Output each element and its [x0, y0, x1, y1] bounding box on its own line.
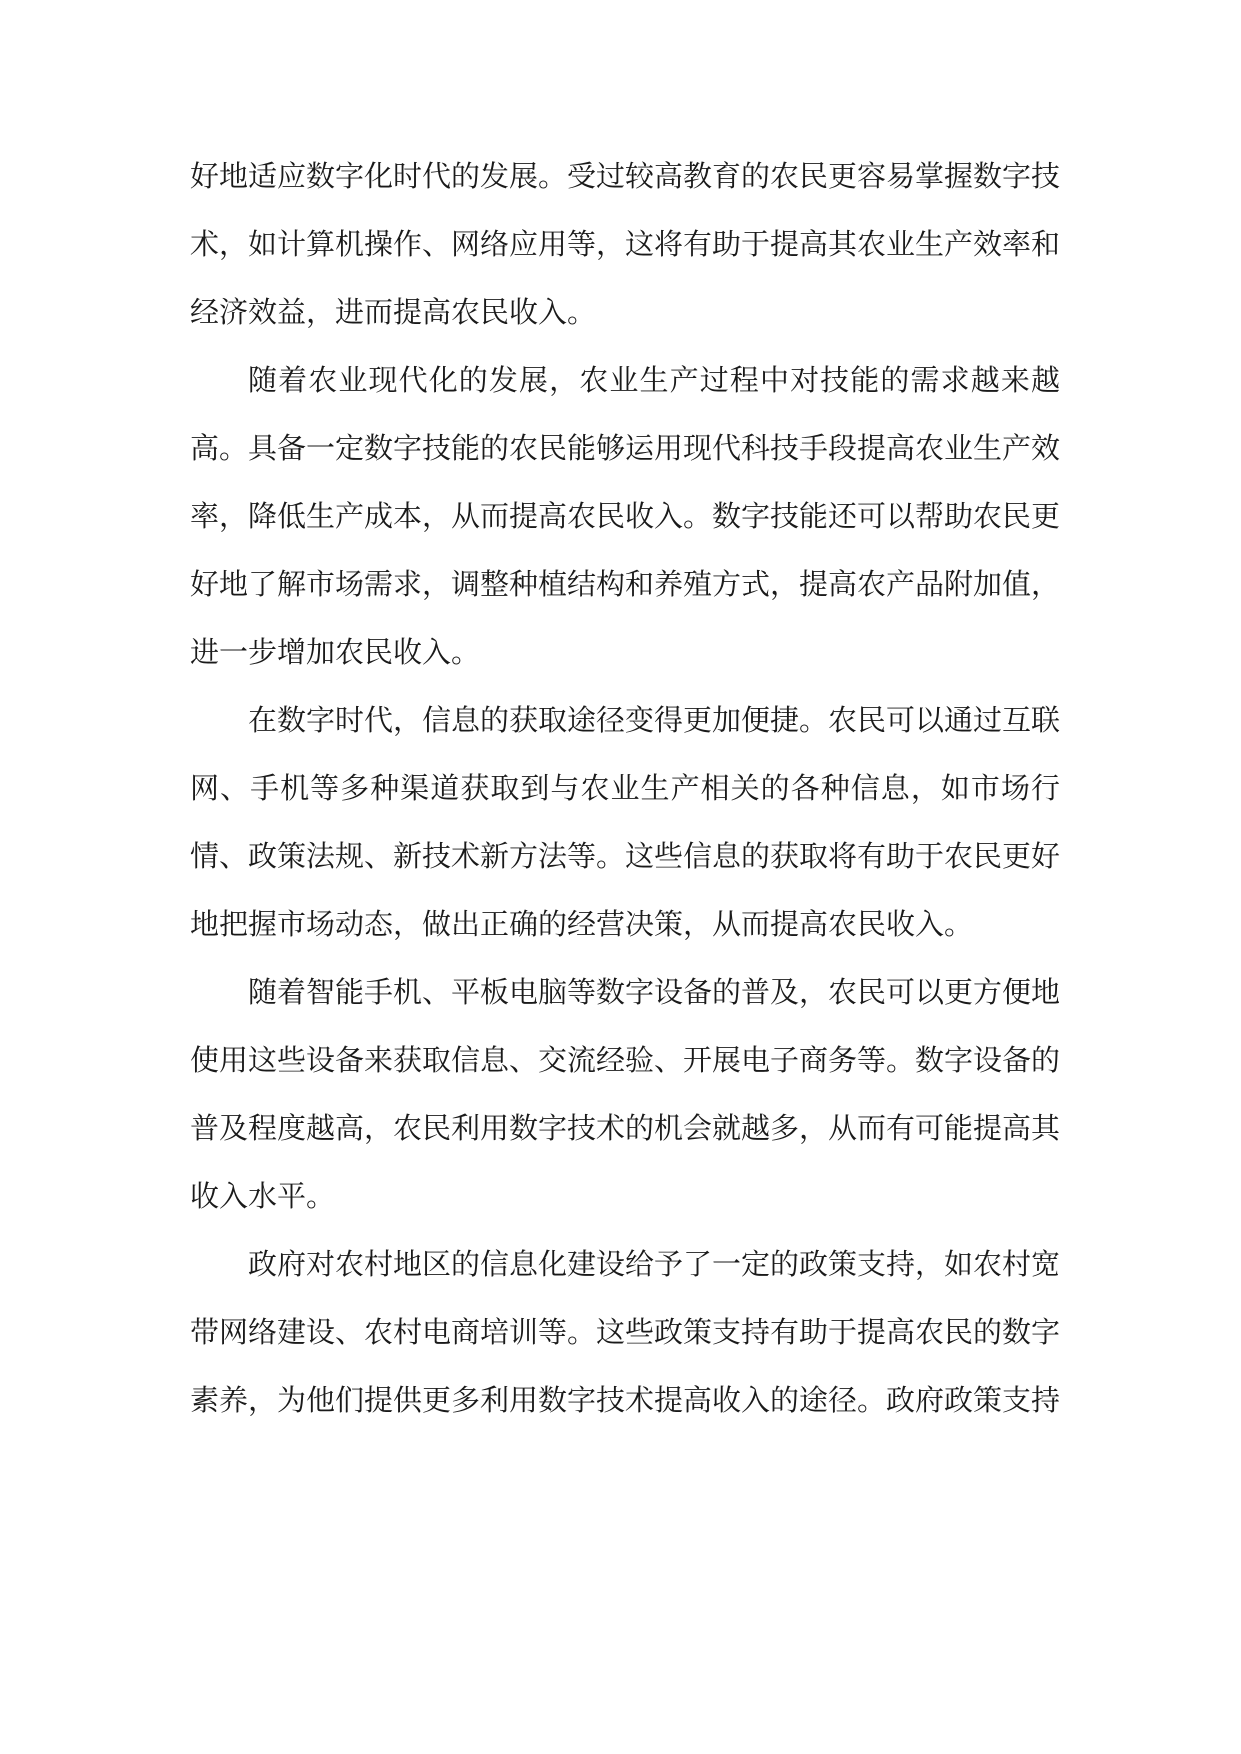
document-body	[190, 142, 1060, 1434]
paragraph-2: 随着农业现代化的发展，农业生产过程中对技能的需求越来越高。具备一定数字技能的农民能够运用现代科技手段提高农业生产效率，降低生产成本，从而提高农民收入。数字技能还可以帮助农民更好地了解市场需求，调整种植结构和养殖方式，提高农产品附加值，进一步增加农民收入。	[190, 363, 1061, 669]
paragraph-3: 在数字时代，信息的获取途径变得更加便捷。农民可以通过互联网、手机等多种渠道获取到与农业生产相关的各种信息，如市场行情、政策法规、新技术新方法等。这些信息的获取将有助于农民更好地把握市场动态，做出正确的经营决策，从而提高农民收入。	[190, 703, 1061, 941]
paragraph-5: 政府对农村地区的信息化建设给予了一定的政策支持，如农村宽带网络建设、农村电商培训等。这些政策支持有助于提高农民的数字素养，为他们提供更多利用数字技术提高收入的途径。政府政策支持	[190, 1247, 1061, 1417]
paragraph-4: 随着智能手机、平板电脑等数字设备的普及，农民可以更方便地使用这些设备来获取信息、交流经验、开展电子商务等。数字设备的普及程度越高，农民利用数字技术的机会就越多，从而有可能提高其收入水平。	[190, 975, 1061, 1213]
paragraph-1: 好地适应数字化时代的发展。受过较高教育的农民更容易掌握数字技术，如计算机操作、网络应用等，这将有助于提高其农业生产效率和经济效益，进而提高农民收入。	[190, 159, 1061, 329]
